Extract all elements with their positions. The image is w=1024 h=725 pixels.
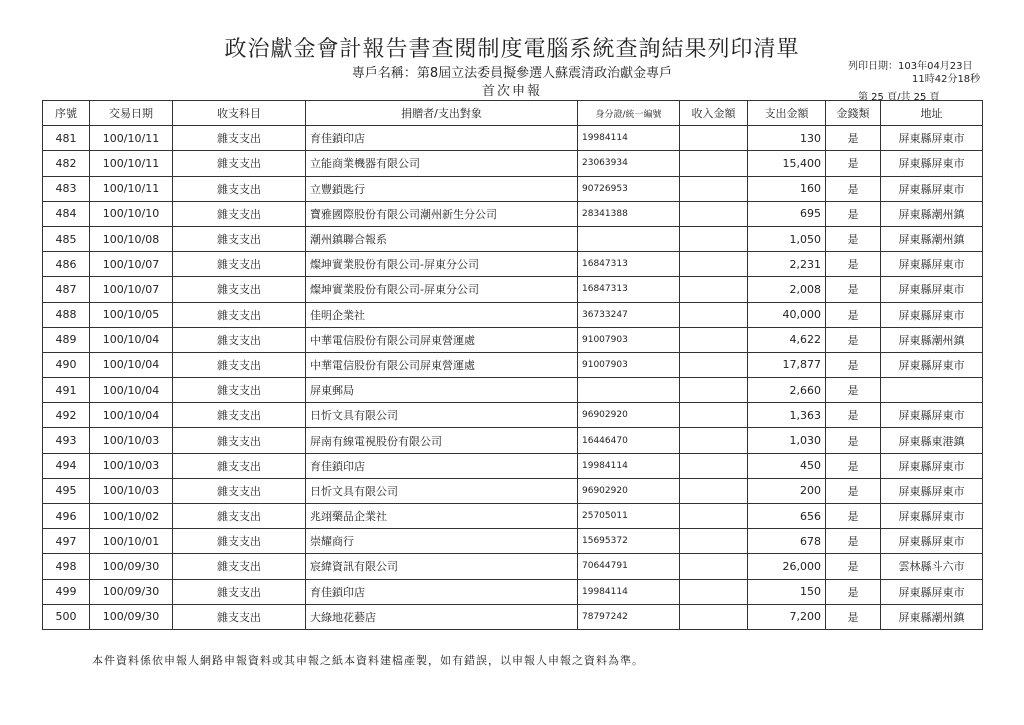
col-header-cash: 金錢類 — [826, 101, 881, 126]
cell-no: 482 — [43, 151, 90, 176]
cell-subject: 雜支支出 — [173, 529, 306, 554]
table-row — [43, 151, 983, 176]
cell-party: 大綠地花藝店 — [306, 604, 578, 629]
table-row — [43, 529, 983, 554]
cell-subject: 雜支支出 — [173, 604, 306, 629]
col-header-income: 收入金額 — [680, 101, 748, 126]
cell-subject: 雜支支出 — [173, 277, 306, 302]
cell-date: 100/10/04 — [90, 327, 173, 352]
cell-subject: 雜支支出 — [173, 226, 306, 251]
cell-date: 100/10/04 — [90, 378, 173, 403]
cell-expense: 160 — [748, 176, 826, 201]
cell-cash: 是 — [826, 277, 881, 302]
cell-no: 499 — [43, 579, 90, 604]
cell-income — [680, 478, 748, 503]
cell-cash: 是 — [826, 302, 881, 327]
account-name: 專戶名稱：第8屆立法委員擬參選人蘇震清政治獻金專戶 — [351, 66, 673, 81]
cell-cash: 是 — [826, 403, 881, 428]
cell-no: 486 — [43, 252, 90, 277]
cell-cash: 是 — [826, 428, 881, 453]
cell-income — [680, 277, 748, 302]
cell-expense: 1,050 — [748, 226, 826, 251]
cell-no: 492 — [43, 403, 90, 428]
cell-date: 100/10/07 — [90, 252, 173, 277]
cell-id: 19984114 — [578, 126, 680, 151]
table-row — [43, 504, 983, 529]
cell-subject: 雜支支出 — [173, 403, 306, 428]
cell-expense: 17,877 — [748, 352, 826, 377]
cell-id: 90726953 — [578, 176, 680, 201]
table-row — [43, 176, 983, 201]
cell-id: 15695372 — [578, 529, 680, 554]
col-header-expense: 支出金額 — [748, 101, 826, 126]
table-row — [43, 327, 983, 352]
cell-subject: 雜支支出 — [173, 151, 306, 176]
cell-address: 屏東縣屏東市 — [881, 352, 983, 377]
table-row — [43, 453, 983, 478]
cell-cash: 是 — [826, 504, 881, 529]
report-type: 首次申報 — [481, 84, 542, 99]
cell-cash: 是 — [826, 453, 881, 478]
cell-id: 25705011 — [578, 504, 680, 529]
cell-address: 屏東縣潮州鎮 — [881, 327, 983, 352]
cell-id: 78797242 — [578, 604, 680, 629]
cell-id: 96902920 — [578, 478, 680, 503]
cell-no: 495 — [43, 478, 90, 503]
cell-no: 489 — [43, 327, 90, 352]
cell-party: 燦坤實業股份有限公司-屏東分公司 — [306, 277, 578, 302]
cell-id: 19984114 — [578, 579, 680, 604]
cell-no: 497 — [43, 529, 90, 554]
cell-party: 育佳鎖印店 — [306, 453, 578, 478]
cell-id: 16847313 — [578, 277, 680, 302]
table-row — [43, 226, 983, 251]
col-header-address: 地址 — [881, 101, 983, 126]
cell-cash: 是 — [826, 352, 881, 377]
cell-subject: 雜支支出 — [173, 126, 306, 151]
table-row — [43, 428, 983, 453]
cell-no: 496 — [43, 504, 90, 529]
cell-party: 屏南有線電視股份有限公司 — [306, 428, 578, 453]
cell-party: 潮州鎮聯合報系 — [306, 226, 578, 251]
cell-party: 寶雅國際股份有限公司潮州新生分公司 — [306, 201, 578, 226]
cell-date: 100/10/07 — [90, 277, 173, 302]
cell-cash: 是 — [826, 327, 881, 352]
cell-income — [680, 327, 748, 352]
cell-income — [680, 428, 748, 453]
cell-party: 育佳鎖印店 — [306, 126, 578, 151]
cell-expense: 40,000 — [748, 302, 826, 327]
cell-expense: 15,400 — [748, 151, 826, 176]
cell-address: 屏東縣屏東市 — [881, 176, 983, 201]
cell-date: 100/09/30 — [90, 579, 173, 604]
footer-note: 本件資料係依申報人網路申報資料或其申報之紙本資料建檔產製，如有錯誤，以申報人申報之資料為準。 — [92, 654, 644, 667]
cell-address: 屏東縣屏東市 — [881, 302, 983, 327]
cell-id — [578, 226, 680, 251]
cell-expense: 130 — [748, 126, 826, 151]
col-header-id: 身分證/統一編號 — [578, 101, 680, 126]
cell-income — [680, 529, 748, 554]
cell-expense: 2,660 — [748, 378, 826, 403]
report-title: 政治獻金會計報告書查閱制度電腦系統查詢結果列印清單 — [224, 37, 800, 62]
cell-income — [680, 378, 748, 403]
cell-cash: 是 — [826, 579, 881, 604]
cell-expense: 1,363 — [748, 403, 826, 428]
cell-address: 屏東縣東港鎮 — [881, 428, 983, 453]
table-header-row — [43, 101, 983, 126]
cell-subject: 雜支支出 — [173, 201, 306, 226]
cell-date: 100/10/10 — [90, 201, 173, 226]
cell-income — [680, 554, 748, 579]
cell-subject: 雜支支出 — [173, 352, 306, 377]
cell-date: 100/10/01 — [90, 529, 173, 554]
table-row — [43, 201, 983, 226]
cell-id: 70644791 — [578, 554, 680, 579]
cell-income — [680, 126, 748, 151]
cell-cash: 是 — [826, 478, 881, 503]
cell-party: 崇耀商行 — [306, 529, 578, 554]
col-header-party: 捐贈者/支出對象 — [306, 101, 578, 126]
cell-address — [881, 378, 983, 403]
cell-address: 屏東縣潮州鎮 — [881, 201, 983, 226]
cell-address: 屏東縣屏東市 — [881, 403, 983, 428]
cell-address: 雲林縣斗六市 — [881, 554, 983, 579]
cell-subject: 雜支支出 — [173, 252, 306, 277]
cell-address: 屏東縣屏東市 — [881, 504, 983, 529]
cell-address: 屏東縣屏東市 — [881, 478, 983, 503]
cell-id: 19984114 — [578, 453, 680, 478]
cell-cash: 是 — [826, 378, 881, 403]
cell-subject: 雜支支出 — [173, 453, 306, 478]
col-header-no: 序號 — [43, 101, 90, 126]
cell-income — [680, 176, 748, 201]
cell-subject: 雜支支出 — [173, 478, 306, 503]
cell-address: 屏東縣屏東市 — [881, 529, 983, 554]
cell-id: 91007903 — [578, 352, 680, 377]
cell-id: 16446470 — [578, 428, 680, 453]
cell-no: 488 — [43, 302, 90, 327]
cell-party: 日忻文具有限公司 — [306, 403, 578, 428]
cell-id: 28341388 — [578, 201, 680, 226]
cell-address: 屏東縣屏東市 — [881, 126, 983, 151]
cell-no: 485 — [43, 226, 90, 251]
cell-no: 490 — [43, 352, 90, 377]
cell-date: 100/10/03 — [90, 478, 173, 503]
cell-expense: 7,200 — [748, 604, 826, 629]
cell-cash: 是 — [826, 252, 881, 277]
cell-date: 100/09/30 — [90, 554, 173, 579]
table-row — [43, 604, 983, 629]
cell-no: 483 — [43, 176, 90, 201]
cell-cash: 是 — [826, 554, 881, 579]
cell-income — [680, 201, 748, 226]
cell-party: 兆翊藥品企業社 — [306, 504, 578, 529]
cell-address: 屏東縣屏東市 — [881, 277, 983, 302]
cell-no: 484 — [43, 201, 90, 226]
cell-expense: 150 — [748, 579, 826, 604]
table-row — [43, 378, 983, 403]
cell-date: 100/10/11 — [90, 151, 173, 176]
cell-subject: 雜支支出 — [173, 554, 306, 579]
cell-income — [680, 604, 748, 629]
cell-cash: 是 — [826, 151, 881, 176]
table-row — [43, 403, 983, 428]
cell-date: 100/10/03 — [90, 428, 173, 453]
cell-subject: 雜支支出 — [173, 378, 306, 403]
print-time: 11時42分18秒 — [912, 74, 981, 85]
cell-date: 100/10/04 — [90, 352, 173, 377]
print-date: 列印日期：103年04月23日 — [848, 61, 973, 72]
cell-id: 96902920 — [578, 403, 680, 428]
cell-address: 屏東縣屏東市 — [881, 579, 983, 604]
cell-date: 100/10/03 — [90, 453, 173, 478]
cell-id — [578, 378, 680, 403]
page-indicator: 第 25 頁/共 25 頁 — [858, 92, 940, 103]
cell-income — [680, 252, 748, 277]
cell-expense: 2,008 — [748, 277, 826, 302]
cell-cash: 是 — [826, 226, 881, 251]
cell-cash: 是 — [826, 604, 881, 629]
cell-party: 燦坤實業股份有限公司-屏東分公司 — [306, 252, 578, 277]
cell-cash: 是 — [826, 176, 881, 201]
cell-date: 100/10/11 — [90, 176, 173, 201]
cell-expense: 1,030 — [748, 428, 826, 453]
cell-income — [680, 302, 748, 327]
cell-party: 中華電信股份有限公司屏東營運處 — [306, 327, 578, 352]
cell-address: 屏東縣屏東市 — [881, 453, 983, 478]
cell-address: 屏東縣潮州鎮 — [881, 604, 983, 629]
cell-no: 481 — [43, 126, 90, 151]
cell-party: 立能商業機器有限公司 — [306, 151, 578, 176]
cell-expense: 695 — [748, 201, 826, 226]
table-row — [43, 352, 983, 377]
cell-address: 屏東縣屏東市 — [881, 252, 983, 277]
cell-cash: 是 — [826, 201, 881, 226]
cell-no: 493 — [43, 428, 90, 453]
cell-cash: 是 — [826, 126, 881, 151]
cell-date: 100/10/05 — [90, 302, 173, 327]
transactions-table — [42, 100, 983, 630]
table-row — [43, 252, 983, 277]
cell-income — [680, 453, 748, 478]
cell-income — [680, 504, 748, 529]
cell-no: 487 — [43, 277, 90, 302]
cell-no: 494 — [43, 453, 90, 478]
col-header-date: 交易日期 — [90, 101, 173, 126]
table-row — [43, 579, 983, 604]
cell-income — [680, 403, 748, 428]
cell-income — [680, 579, 748, 604]
print-datetime — [848, 60, 980, 86]
cell-expense: 26,000 — [748, 554, 826, 579]
cell-party: 日忻文具有限公司 — [306, 478, 578, 503]
table-row — [43, 126, 983, 151]
cell-income — [680, 226, 748, 251]
cell-expense: 200 — [748, 478, 826, 503]
cell-expense: 656 — [748, 504, 826, 529]
cell-no: 500 — [43, 604, 90, 629]
cell-no: 498 — [43, 554, 90, 579]
cell-date: 100/10/11 — [90, 126, 173, 151]
table-row — [43, 554, 983, 579]
table-row — [43, 302, 983, 327]
cell-party: 育佳鎖印店 — [306, 579, 578, 604]
cell-no: 491 — [43, 378, 90, 403]
cell-date: 100/10/02 — [90, 504, 173, 529]
cell-expense: 678 — [748, 529, 826, 554]
cell-subject: 雜支支出 — [173, 302, 306, 327]
cell-id: 91007903 — [578, 327, 680, 352]
cell-date: 100/10/08 — [90, 226, 173, 251]
cell-subject: 雜支支出 — [173, 579, 306, 604]
table-row — [43, 277, 983, 302]
col-header-subject: 收支科目 — [173, 101, 306, 126]
table-row — [43, 478, 983, 503]
cell-income — [680, 352, 748, 377]
cell-subject: 雜支支出 — [173, 428, 306, 453]
cell-id: 16847313 — [578, 252, 680, 277]
cell-cash: 是 — [826, 529, 881, 554]
cell-id: 36733247 — [578, 302, 680, 327]
cell-income — [680, 151, 748, 176]
cell-date: 100/10/04 — [90, 403, 173, 428]
cell-date: 100/09/30 — [90, 604, 173, 629]
cell-expense: 4,622 — [748, 327, 826, 352]
cell-subject: 雜支支出 — [173, 504, 306, 529]
cell-party: 立豐鎖匙行 — [306, 176, 578, 201]
cell-party: 中華電信股份有限公司屏東營運處 — [306, 352, 578, 377]
cell-party: 宸緯資訊有限公司 — [306, 554, 578, 579]
cell-expense: 450 — [748, 453, 826, 478]
cell-subject: 雜支支出 — [173, 176, 306, 201]
cell-party: 屏東郵局 — [306, 378, 578, 403]
cell-address: 屏東縣屏東市 — [881, 151, 983, 176]
cell-party: 佳明企業社 — [306, 302, 578, 327]
cell-id: 23063934 — [578, 151, 680, 176]
cell-subject: 雜支支出 — [173, 327, 306, 352]
cell-expense: 2,231 — [748, 252, 826, 277]
cell-address: 屏東縣潮州鎮 — [881, 226, 983, 251]
